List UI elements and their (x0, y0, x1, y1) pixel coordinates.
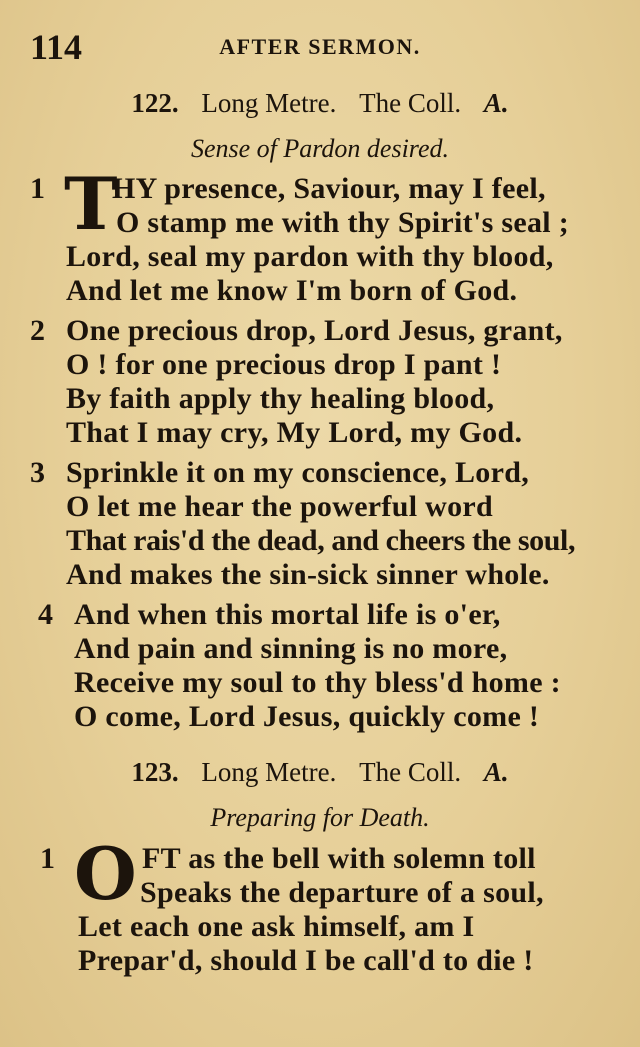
page-header (30, 26, 610, 66)
verse-line: That rais'd the dead, and cheers the soul, (66, 524, 576, 557)
verse-line: And pain and sinning is no more, (74, 632, 508, 665)
verse-number: 3 (30, 456, 45, 489)
hymn-tune-mark: A. (483, 88, 509, 118)
hymn-number: 123. (131, 757, 179, 787)
verse-line: Speaks the departure of a soul, (140, 876, 544, 909)
hymn-subtitle: Preparing for Death. (210, 803, 430, 832)
verse-line: Sprinkle it on my conscience, Lord, (66, 456, 530, 489)
drop-cap: T (64, 161, 118, 246)
verse-line: HY presence, Saviour, may I feel, (112, 172, 546, 205)
verse-line: By faith apply thy healing blood, (66, 382, 495, 415)
verse-line: Prepar'd, should I be call'd to die ! (78, 944, 534, 977)
verse-number: 1 (30, 172, 45, 205)
hymn-heading (0, 757, 640, 788)
verse-number: 4 (38, 598, 53, 631)
hymn-heading (0, 88, 640, 119)
verse-line: And when this mortal life is o'er, (74, 598, 501, 631)
verse-line: O ! for one precious drop I pant ! (66, 348, 502, 381)
verse-number: 1 (40, 842, 55, 875)
verse-line: O come, Lord Jesus, quickly come ! (74, 700, 540, 733)
verse-line: One precious drop, Lord Jesus, grant, (66, 314, 563, 347)
drop-cap: O (74, 831, 137, 916)
hymn-tune: The Coll. (359, 88, 462, 118)
verse-line: Let each one ask himself, am I (78, 910, 475, 943)
hymn-metre: Long Metre. (201, 757, 337, 787)
hymn-tune: The Coll. (359, 757, 462, 787)
verse-line: And makes the sin-sick sinner whole. (66, 558, 550, 591)
verse-line: O let me hear the powerful word (66, 490, 493, 523)
verse-number: 2 (30, 314, 45, 347)
verse-line: O stamp me with thy Spirit's seal ; (116, 206, 569, 239)
running-title: AFTER SERMON. (219, 34, 421, 59)
verse-line: FT as the bell with solemn toll (142, 842, 536, 875)
hymn-number: 122. (131, 88, 179, 118)
verse-line: That I may cry, My Lord, my God. (66, 416, 523, 449)
hymn-subtitle: Sense of Pardon desired. (190, 134, 450, 163)
hymn-tune-mark: A. (483, 757, 509, 787)
verse-line: Lord, seal my pardon with thy blood, (66, 240, 554, 273)
hymn-metre: Long Metre. (201, 88, 337, 118)
verse-line: Receive my soul to thy bless'd home : (74, 666, 561, 699)
page-number: 114 (30, 27, 83, 67)
verse-line: And let me know I'm born of God. (66, 274, 518, 307)
